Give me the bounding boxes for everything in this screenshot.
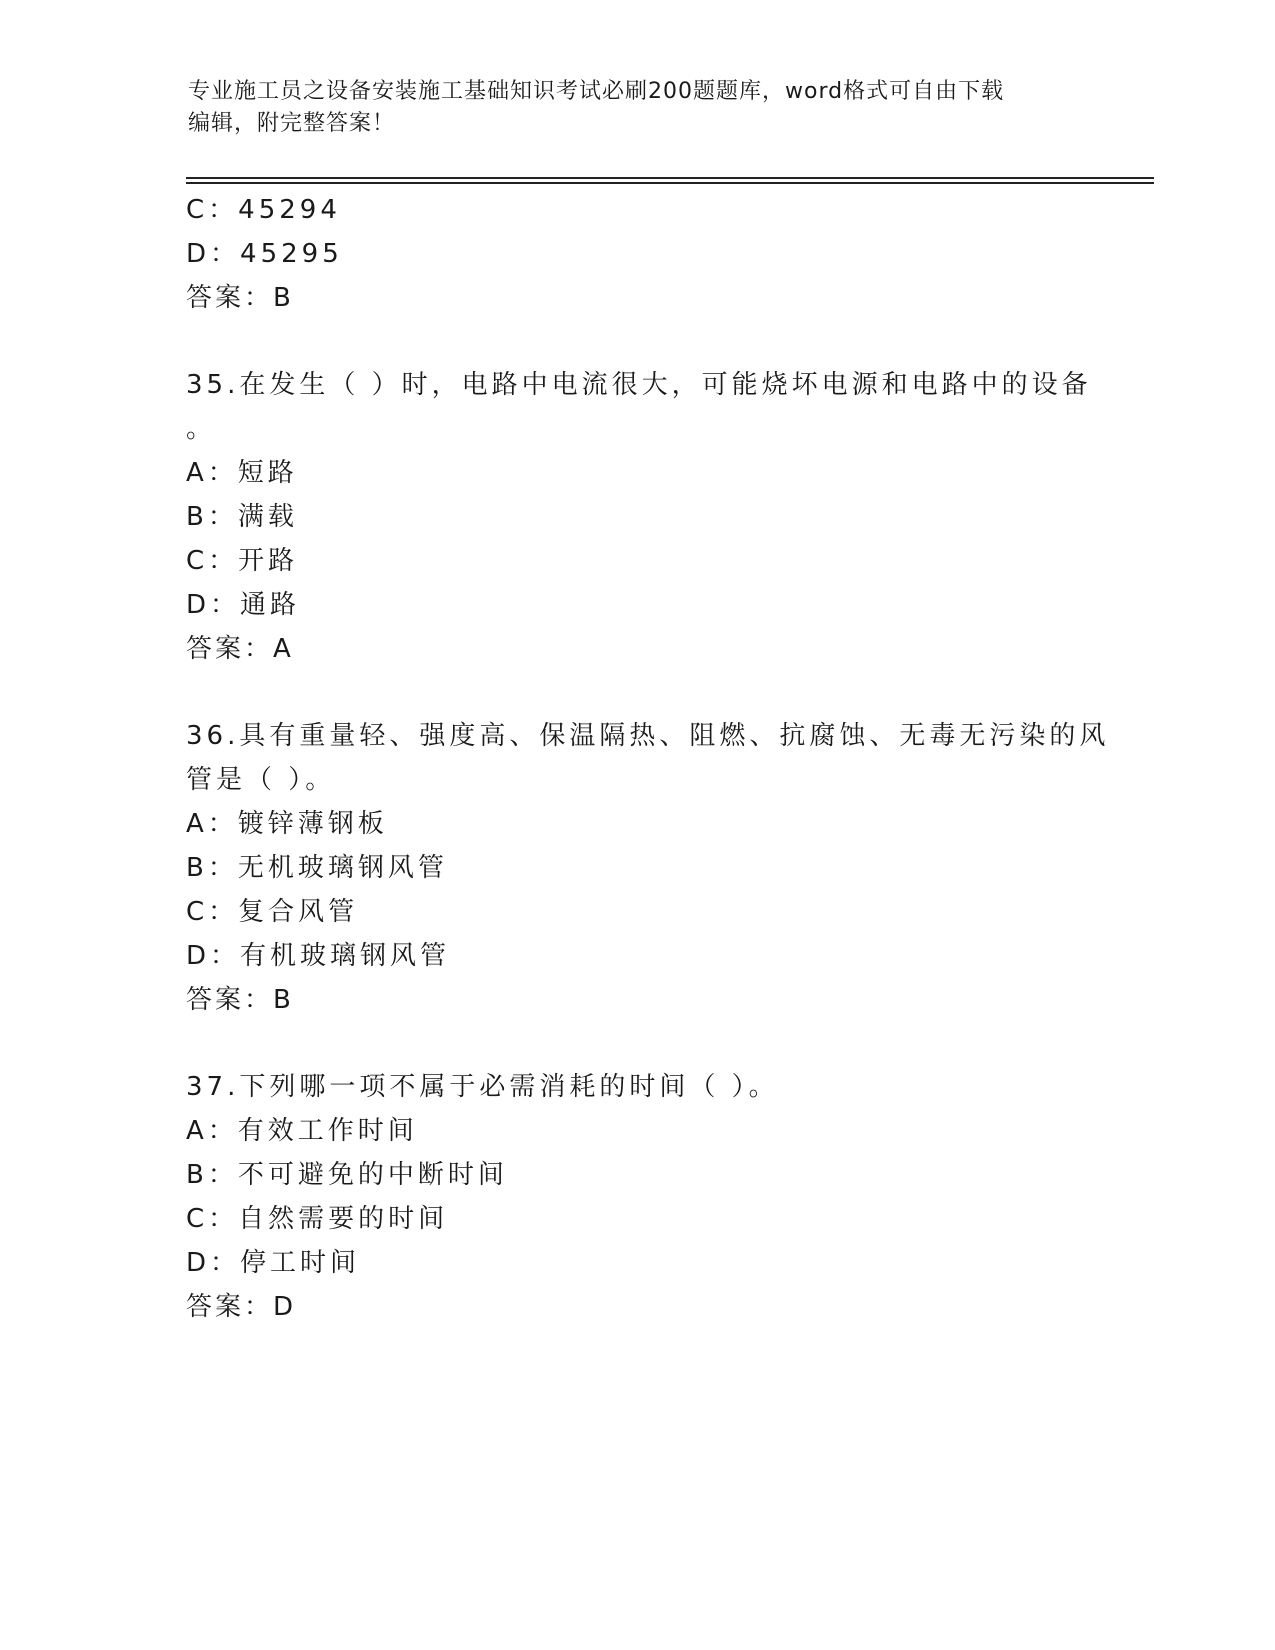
header-rule-bottom <box>186 182 1154 184</box>
document-header <box>188 76 1088 140</box>
header-line-2: 编辑，附完整答案！ <box>188 111 396 136</box>
q35-option-c: C：开路 <box>186 546 299 576</box>
q37-answer: 答案：D <box>186 1292 297 1322</box>
prev-option-d: D：45295 <box>186 239 343 269</box>
q36-option-c: C：复合风管 <box>186 897 359 927</box>
q35-stem-line-2: 。 <box>186 414 217 444</box>
q36-option-d: D：有机玻璃钢风管 <box>186 941 451 971</box>
q37-option-a: A：有效工作时间 <box>186 1116 418 1146</box>
q35-option-a: A：短路 <box>186 458 298 488</box>
q36-stem-line-2: 管是（ ）。 <box>186 765 336 795</box>
q35-answer: 答案：A <box>186 634 294 664</box>
q36-option-a: A：镀锌薄钢板 <box>186 809 388 839</box>
q35-option-d: D：通路 <box>186 590 301 620</box>
q35-stem-line-1: 35.在发生（ ）时，电路中电流很大，可能烧坏电源和电路中的设备 <box>186 370 1092 400</box>
prev-answer: 答案：B <box>186 283 294 313</box>
q37-option-d: D：停工时间 <box>186 1248 361 1278</box>
prev-option-c: C：45294 <box>186 195 341 225</box>
q36-answer: 答案：B <box>186 985 294 1015</box>
q37-option-b: B：不可避免的中断时间 <box>186 1160 508 1190</box>
q37-option-c: C：自然需要的时间 <box>186 1204 449 1234</box>
q35-option-b: B：满载 <box>186 502 298 532</box>
header-rule-top <box>186 177 1154 179</box>
q36-stem-line-1: 36.具有重量轻、强度高、保温隔热、阻燃、抗腐蚀、无毒无污染的风 <box>186 721 1110 751</box>
q36-option-b: B：无机玻璃钢风管 <box>186 853 448 883</box>
header-line-1: 专业施工员之设备安装施工基础知识考试必刷200题题库，word格式可自由下载 <box>188 79 1005 104</box>
q37-stem-line-1: 37.下列哪一项不属于必需消耗的时间（ ）。 <box>186 1072 779 1102</box>
